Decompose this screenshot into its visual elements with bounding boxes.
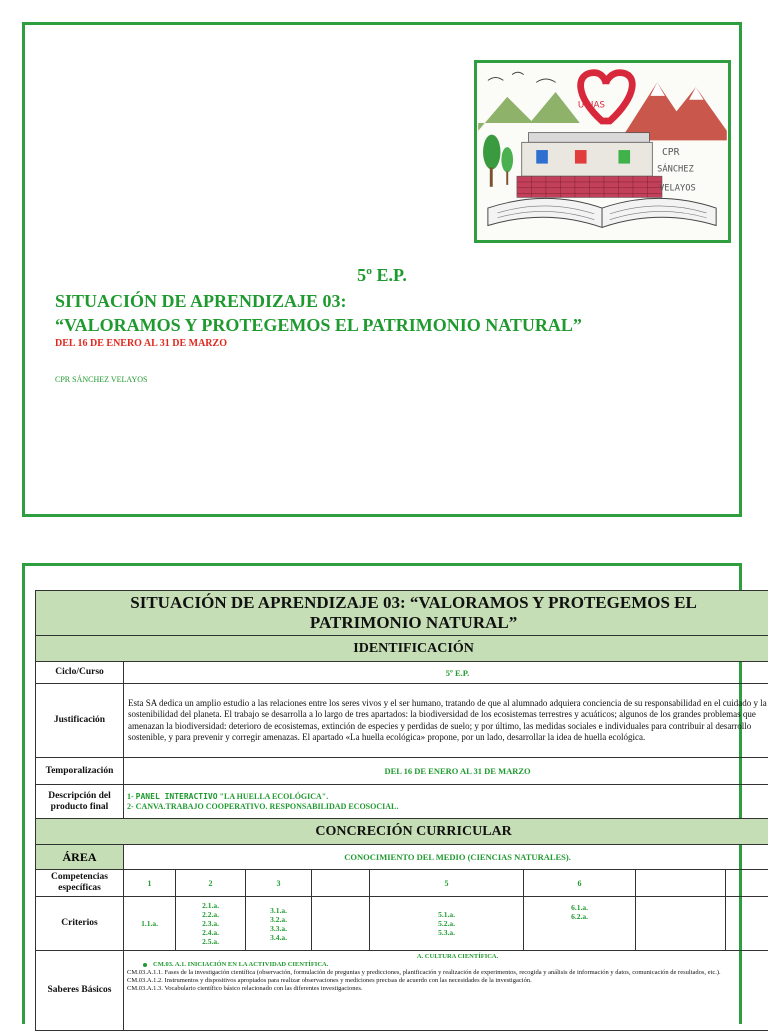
learning-situation-table — [35, 590, 768, 1031]
saberes-item: CM.03.A.1.2. Instrumentos y dispositivos apropiados para realizar observaciones y mediciones precisas de acuerdo con las necesidades de la investigación. — [127, 977, 768, 985]
competencia-cell: 5 — [370, 870, 524, 897]
criterio-code: 2.4.a. — [179, 928, 242, 937]
saberes-section: A. CULTURA CIENTÍFICA. — [127, 953, 768, 961]
competencia-cell — [312, 870, 370, 897]
justificacion-text: Esta SA dedica un amplio estudio a las relaciones entre los seres vivos y el ser humano, tratando de que al alumnado adquiera conciencia de su responsabilidad en el cuidado y la sostenibilidad del planeta. El trabajo se desarrolla a lo largo de tres apartados: la biodiversidad de los ecosistemas terrestres y acuáticos; algunos de los grandes problemas que amenazan la biodiversidad: deterioro de ecosistemas, extinción de especies y perdidas de suelo; y por último, las medidas sociales e individuales para contribuir al desarrollo sostenible, y para prevenir y corregir amenazas. El apartado «La huella ecológica» propone, por un lado, desarrollar la idea de huella ecológica. — [124, 684, 768, 758]
criterios-cell — [636, 897, 726, 951]
area-value: CONOCIMIENTO DEL MEDIO (CIENCIAS NATURALES). — [124, 845, 768, 870]
competencia-cell: 3 — [246, 870, 312, 897]
cover-course: 5º E.P. — [25, 265, 739, 286]
school-drawing-illustration — [477, 63, 728, 240]
criterios-label: Criterios — [36, 897, 124, 951]
saberes-item: CM.03.A.1.1. Fases de la investigación científica (observación, formulación de preguntas y predicciones, planificación y realización de experimentos, recogida y análisis de información y datos, comunicación de resultados, etc.). — [127, 969, 768, 977]
cover-title-line-1: SITUACIÓN DE APRENDIZAJE 03: — [55, 289, 582, 313]
criterios-cell — [524, 897, 636, 951]
competencia-cell: 6 — [524, 870, 636, 897]
sign-line-1: CPR — [662, 147, 680, 158]
competencias-label-line-1: Competencias — [39, 872, 120, 883]
criterio-code: 3.2.a. — [249, 915, 308, 924]
saberes-subsection-text: CM.03. A.1. INICIACIÓN EN LA ACTIVIDAD CIENTÍFICA. — [153, 961, 328, 968]
competencia-cell — [636, 870, 726, 897]
criterios-cell — [312, 897, 370, 951]
table-title — [36, 591, 768, 636]
producto-2: 2- CANVA.TRABAJO COOPERATIVO. RESPONSABILIDAD ECOSOCIAL. — [127, 802, 768, 812]
descripcion-label — [36, 785, 124, 819]
producto-1 — [127, 792, 768, 802]
competencia-cell: 2 — [176, 870, 246, 897]
sign-line-2: SÁNCHEZ — [657, 162, 694, 174]
criterios-cell — [246, 897, 312, 951]
area-label: ÁREA — [36, 845, 124, 870]
criterio-code: 3.3.a. — [249, 924, 308, 933]
producto-1-rest: "LA HUELLA ECOLÓGICA". — [218, 792, 329, 801]
temporalizacion-label: Temporalización — [36, 758, 124, 785]
cover-dates: DEL 16 DE ENERO AL 31 DE MARZO — [55, 338, 227, 349]
bullet-icon — [143, 963, 147, 967]
criterios-cell — [176, 897, 246, 951]
producto-final — [124, 785, 768, 819]
criterio-code: 3.1.a. — [249, 906, 308, 915]
cover-page — [22, 22, 742, 517]
competencias-label — [36, 870, 124, 897]
criterios-cell — [124, 897, 176, 951]
competencias-label-line-2: específicas — [39, 883, 120, 894]
cover-school: CPR SÁNCHEZ VELAYOS — [55, 375, 147, 384]
criterio-code: 6.2.a. — [527, 912, 632, 921]
competencia-cell — [726, 870, 768, 897]
table-page — [22, 563, 742, 1024]
criterio-code: 2.2.a. — [179, 910, 242, 919]
criterio-code: 5.1.a. — [373, 910, 520, 919]
descripcion-label-line-2: producto final — [39, 802, 120, 813]
saberes-label: Saberes Básicos — [36, 951, 124, 1031]
ciclo-value: 5º E.P. — [124, 662, 768, 684]
criterio-code: 6.1.a. — [527, 903, 632, 912]
sign-line-3: VELAYOS — [659, 184, 696, 194]
section-identificacion: IDENTIFICACIÓN — [36, 636, 768, 662]
saberes-item: CM.03.A.1.3. Vocabulario científico básico relacionado con las diferentes investigaciones. — [127, 985, 768, 993]
saberes-content — [124, 951, 768, 1031]
justificacion-label: Justificación — [36, 684, 124, 758]
producto-1-mono: PANEL INTERACTIVO — [136, 792, 218, 801]
heart-label: UGIAS — [578, 100, 606, 110]
criterio-code: 5.2.a. — [373, 919, 520, 928]
table-title-line-1: SITUACIÓN DE APRENDIZAJE 03: “VALORAMOS Y PROTEGEMOS EL — [39, 593, 768, 613]
cover-title-line-2: “VALORAMOS Y PROTEGEMOS EL PATRIMONIO NATURAL” — [55, 313, 582, 337]
table-title-line-2: PATRIMONIO NATURAL” — [39, 613, 768, 633]
criterio-code: 5.3.a. — [373, 928, 520, 937]
criterios-cell — [726, 897, 768, 951]
criterio-code: 1.1.a. — [127, 919, 172, 928]
temporalizacion-value: DEL 16 DE ENERO AL 31 DE MARZO — [124, 758, 768, 785]
school-drawing — [474, 60, 731, 243]
descripcion-label-line-1: Descripción del — [39, 791, 120, 802]
saberes-subsection — [127, 961, 768, 969]
cover-title — [55, 289, 582, 337]
criterios-cell — [370, 897, 524, 951]
criterio-code: 2.1.a. — [179, 901, 242, 910]
producto-1-prefix: 1- — [127, 792, 136, 801]
criterio-code: 2.5.a. — [179, 937, 242, 946]
competencia-cell: 1 — [124, 870, 176, 897]
section-concrecion: CONCRECIÓN CURRICULAR — [36, 819, 768, 845]
criterio-code: 3.4.a. — [249, 933, 308, 942]
ciclo-label: Ciclo/Curso — [36, 662, 124, 684]
criterio-code: 2.3.a. — [179, 919, 242, 928]
